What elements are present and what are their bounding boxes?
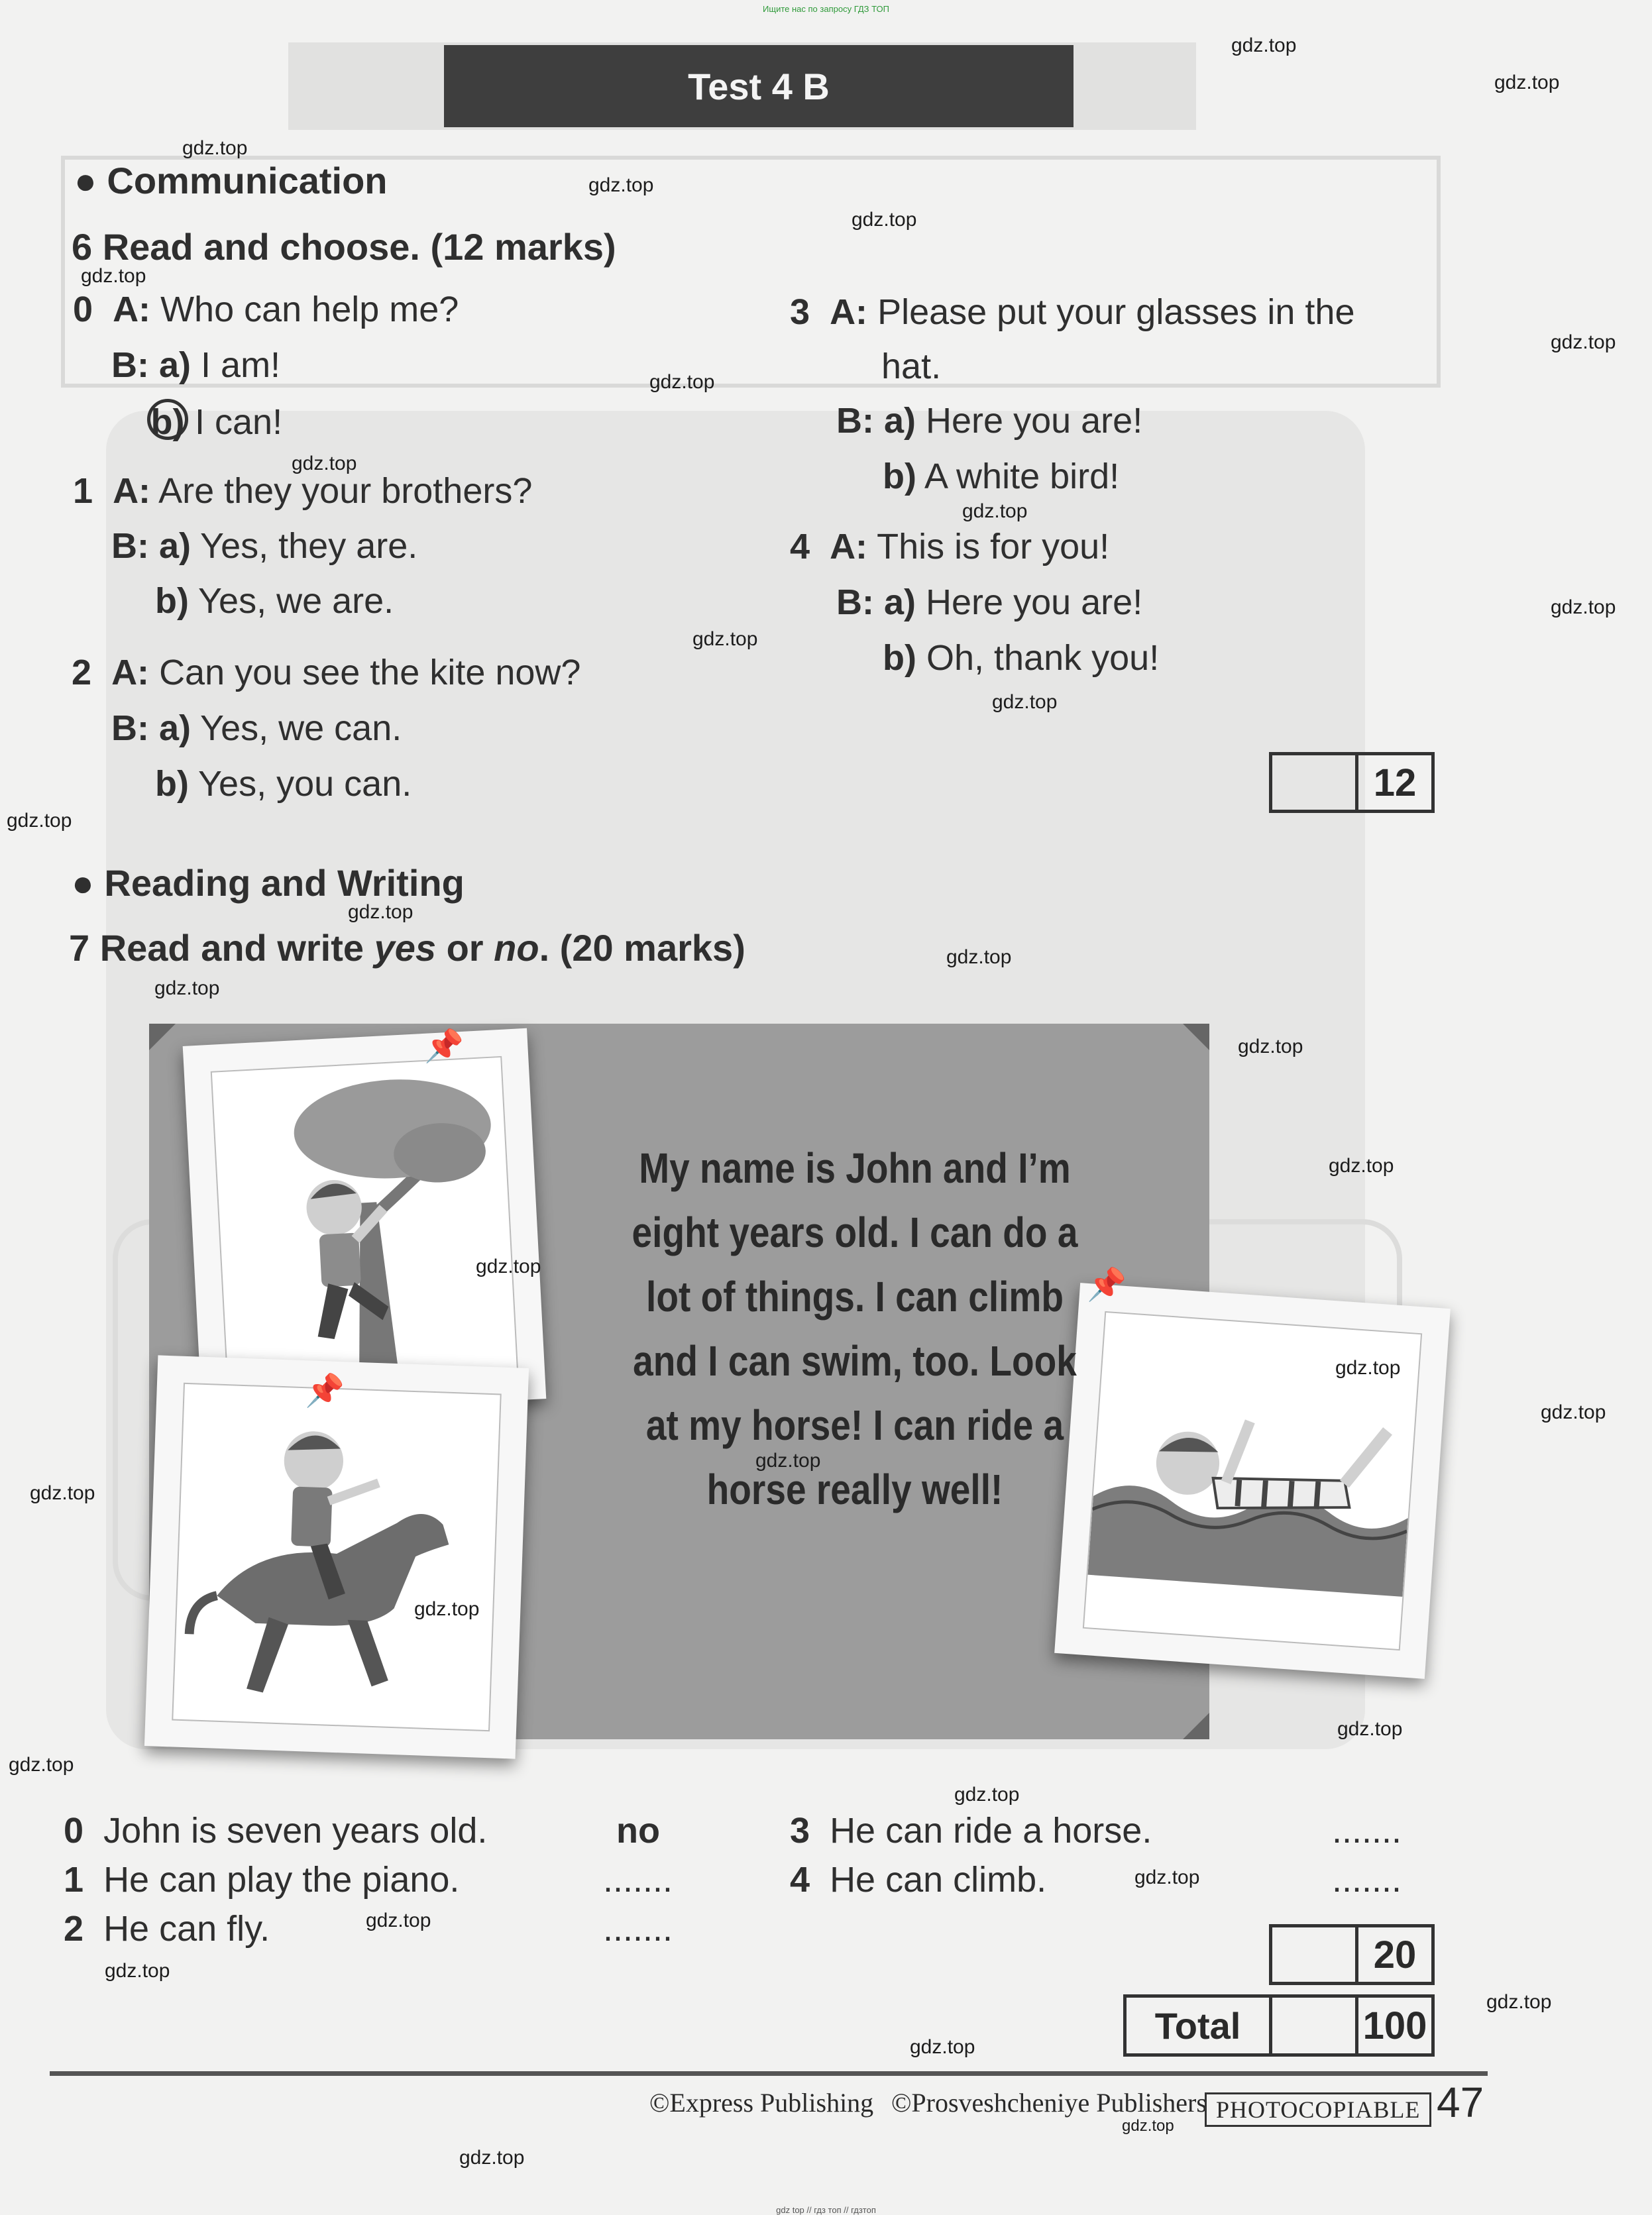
watermark: gdz.top [954, 1784, 1020, 1806]
watermark: gdz.top [366, 1910, 431, 1931]
q0-line-a: 0 A: Who can help me? [73, 290, 459, 329]
bullet-icon: ● [74, 160, 97, 201]
watermark: gdz.top [414, 1598, 480, 1620]
q4-option-b: b) Oh, thank you! [883, 638, 1160, 678]
score-blank [1272, 1927, 1358, 1982]
footer-rule [50, 2071, 1488, 2076]
story-text [610, 1136, 1100, 1522]
communication-heading [74, 159, 388, 202]
watermark: gdz.top [105, 1960, 170, 1982]
story-line: horse really well! [706, 1466, 1003, 1513]
board-corner [1183, 1713, 1209, 1739]
watermark: gdz.top [910, 2036, 975, 2058]
watermark: gdz.top [1541, 1401, 1606, 1423]
watermark: gdz.top [1238, 1036, 1303, 1057]
photocopiable-badge: PHOTOCOPIABLE [1205, 2092, 1431, 2127]
q2-option-b: b) Yes, you can. [155, 764, 412, 804]
story-line: lot of things. I can climb [646, 1273, 1064, 1321]
q1-line-b: B: a) Yes, they are. [111, 526, 418, 566]
photo-frame [211, 1056, 519, 1389]
task-7-title: 7 Read and write yes or no. (20 marks) [69, 927, 745, 969]
page-title: Test 4 B [444, 45, 1074, 127]
q3-line-b: B: a) Here you are! [836, 401, 1143, 441]
answer-0: no [616, 1811, 660, 1851]
watermark: gdz.top [1551, 331, 1616, 353]
watermark: gdz.top [1337, 1718, 1403, 1740]
q3-option-b: b) A white bird! [883, 457, 1120, 496]
q1-line-a: 1 A: Are they your brothers? [73, 471, 533, 511]
pin-icon: 📌 [424, 1029, 464, 1064]
page-number: 47 [1437, 2079, 1484, 2126]
watermark: gdz.top [649, 371, 715, 393]
watermark: gdz.top [81, 265, 146, 287]
photo-swimming [1054, 1283, 1451, 1679]
reading-heading-text: Reading and Writing [104, 862, 465, 904]
watermark: gdz.top [1494, 72, 1560, 93]
watermark: gdz.top [1329, 1155, 1394, 1177]
q0-option-b-circled: b) I can! [147, 399, 282, 443]
q3-line-a-cont: hat. [881, 347, 942, 386]
pin-icon: 📌 [1087, 1268, 1127, 1303]
watermark: gdz.top [992, 691, 1058, 713]
watermark: gdz.top [30, 1482, 95, 1504]
statement-1: 1 He can play the piano. [64, 1860, 460, 1900]
q1-option-b: b) Yes, we are. [155, 581, 394, 621]
answer-blank-4[interactable]: ....... [1332, 1860, 1402, 1900]
watermark: gdz.top [1134, 1866, 1200, 1888]
watermark: gdz.top [292, 453, 357, 474]
answer-blank-2[interactable]: ....... [603, 1909, 673, 1949]
statement-2: 2 He can fly. [64, 1909, 270, 1949]
story-line: at my horse! I can ride a [645, 1401, 1064, 1449]
bottom-note: gdz top // гдз топ // гдзтоп [776, 2205, 876, 2215]
story-line: My name is John and I’m [639, 1144, 1071, 1192]
answer-blank-3[interactable]: ....... [1332, 1811, 1402, 1851]
watermark: gdz.top [459, 2147, 525, 2169]
watermark: gdz.top [1122, 2117, 1174, 2135]
score-box-6 [1269, 752, 1435, 813]
watermark: gdz.top [588, 174, 654, 196]
answer-blank-1[interactable]: ....... [603, 1860, 673, 1900]
watermark: gdz.top [755, 1450, 821, 1472]
statement-0: 0 John is seven years old. [64, 1811, 488, 1851]
watermark: gdz.top [946, 946, 1012, 968]
story-line: and I can swim, too. Look [633, 1337, 1077, 1385]
footer-prosv: ©Prosveshcheniye Publishers [891, 2088, 1207, 2118]
watermark: gdz.top [1551, 596, 1616, 618]
photo-frame [172, 1383, 502, 1731]
watermark: gdz.top [1486, 1991, 1552, 2013]
total-label: Total [1123, 1994, 1272, 2057]
score-box-7 [1269, 1924, 1435, 1985]
watermark: gdz.top [9, 1754, 74, 1776]
watermark: gdz.top [154, 977, 220, 999]
board-corner [1183, 1024, 1209, 1050]
watermark: gdz.top [182, 137, 248, 159]
statement-3: 3 He can ride a horse. [790, 1811, 1152, 1851]
bullet-icon: ● [72, 862, 94, 904]
watermark: gdz.top [7, 810, 72, 832]
watermark: gdz.top [476, 1256, 541, 1277]
reading-heading [72, 861, 465, 904]
watermark: gdz.top [1335, 1357, 1401, 1379]
watermark: gdz.top [852, 209, 917, 231]
statement-4: 4 He can climb. [790, 1860, 1047, 1900]
q3-line-a: 3 A: Please put your glasses in the [790, 292, 1355, 332]
top-note: Ищите нас по запросу ГДЗ ТОП [763, 4, 889, 14]
q2-line-b: B: a) Yes, we can. [111, 708, 402, 748]
q0-line-b: B: a) I am! [111, 345, 281, 385]
boy-climbing-tree-illustration [212, 1057, 517, 1387]
watermark: gdz.top [692, 628, 758, 650]
boy-riding-horse-illustration [173, 1384, 500, 1730]
score-max: 12 [1373, 761, 1417, 804]
task-6-title: 6 Read and choose. (12 marks) [72, 226, 616, 268]
pin-icon: 📌 [305, 1374, 345, 1409]
q4-line-a: 4 A: This is for you! [790, 527, 1110, 567]
watermark: gdz.top [348, 901, 413, 923]
total-value: 100 [1362, 2004, 1427, 2047]
q2-line-a: 2 A: Can you see the kite now? [72, 653, 581, 692]
watermark: gdz.top [962, 500, 1028, 522]
answer-circle: b) [147, 399, 188, 440]
photo-horse [144, 1355, 529, 1758]
watermark: gdz.top [1231, 34, 1297, 56]
q4-line-b: B: a) Here you are! [836, 582, 1143, 622]
footer-express: ©Express Publishing [649, 2088, 874, 2118]
communication-heading-text: Communication [107, 160, 388, 201]
story-line: eight years old. I can do a [632, 1209, 1078, 1256]
score-max: 20 [1373, 1933, 1417, 1976]
score-blank [1272, 755, 1358, 810]
board-corner [149, 1024, 176, 1050]
total-box [1269, 1994, 1435, 2057]
score-blank [1272, 1998, 1358, 2053]
